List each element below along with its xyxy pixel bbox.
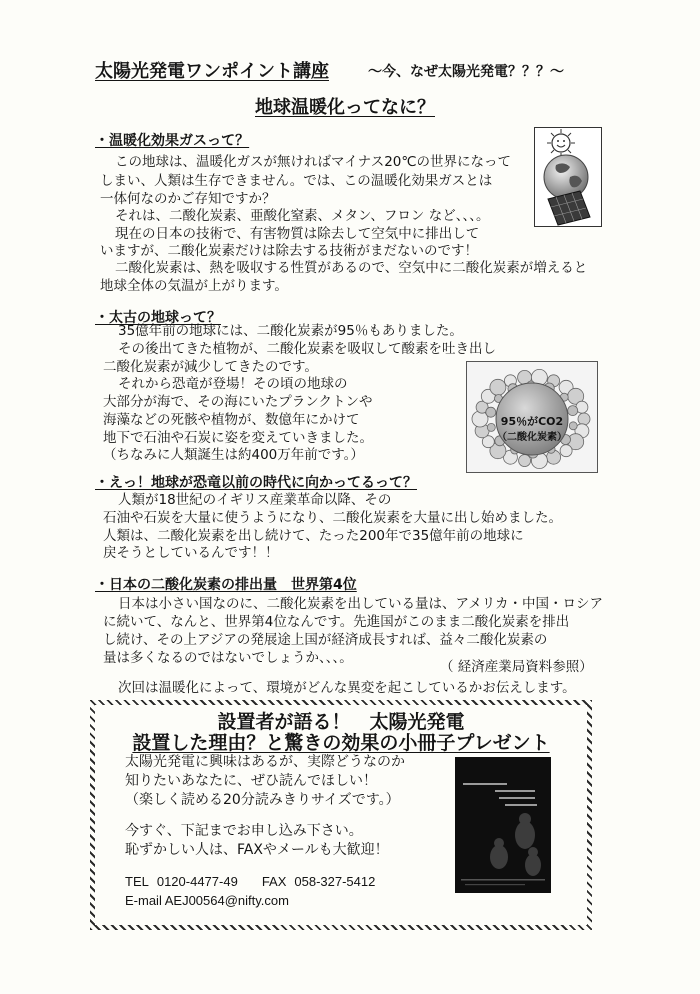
tel-number: 0120-4477-49 xyxy=(156,874,238,889)
body-line: 人類が18世紀のイギリス産業革命以降、その xyxy=(118,492,392,508)
cloud-bubble xyxy=(519,455,531,467)
section-heading: ・えっ！地球が恐竜以前の時代に向かってるって？ xyxy=(95,475,417,491)
promo-line: 知りたいあなたに、ぜひ読んでほしい！ xyxy=(125,773,377,789)
body-line: 35億年前の地球には、二酸化炭素が95％もありました。 xyxy=(118,323,463,339)
body-line: 戻そうとしているんです！！ xyxy=(103,545,279,561)
contact-phone-fax xyxy=(125,873,375,891)
course-title: 太陽光発電ワンポイント講座 xyxy=(95,61,329,82)
contact-email: E-mail AEJ00564@nifty.com xyxy=(125,893,289,908)
course-subtitle: 〜今、なぜ太陽光発電？？？〜 xyxy=(368,64,564,80)
body-line: この地球は、温暖化ガスが無ければマイナス20℃の世界になって xyxy=(115,154,512,170)
booklet-cover-image xyxy=(455,757,551,893)
sun-globe-solar-panel-icon xyxy=(534,127,602,227)
body-line: それは、二酸化炭素、亜酸化窒素、メタン、フロン など、、、。 xyxy=(115,208,490,224)
co2-figure-sublabel: （二酸化炭素） xyxy=(497,432,567,443)
body-line: 石油や石炭を大量に使うようになり、二酸化炭素を大量に出し始めました。 xyxy=(103,510,562,526)
co2-earth-icon xyxy=(466,361,598,473)
tel-label: TEL xyxy=(125,874,149,889)
cloud-bubble xyxy=(487,423,495,431)
promo-cta-line: 恥ずかしい人は、FAXやメールも大歓迎！ xyxy=(125,842,389,858)
co2-figure-label: 95％がCO2 xyxy=(500,415,564,428)
body-line: 地球全体の気温が上がります。 xyxy=(100,278,288,294)
section-heading: ・温暖化効果ガスって？ xyxy=(95,133,250,149)
promo-line: （楽しく読める20分読みきりサイズです。） xyxy=(125,792,400,808)
body-line: 二酸化炭素が減少してきたのです。 xyxy=(103,359,318,375)
body-line: （ちなみに人類誕生は約400万年前です。） xyxy=(103,447,364,463)
body-line: 日本は小さい国なのに、二酸化炭素を出している量は、アメリカ・中国・ロシア xyxy=(118,596,604,612)
body-line: それから恐竜が登場！その頃の地球の xyxy=(118,376,348,392)
cloud-bubble xyxy=(560,445,572,457)
page-title: 地球温暖化ってなに？ xyxy=(255,97,435,118)
fax-label: FAX xyxy=(261,874,287,889)
section-heading: ・日本の二酸化炭素の排出量 世界第4位 xyxy=(95,577,357,593)
body-line: 人類は、二酸化炭素を出し続けて、たった200年で35億年前の地球に xyxy=(103,528,524,544)
body-line: いますが、二酸化炭素だけは除去する技術がまだないのです！ xyxy=(100,243,478,259)
body-line: 現在の日本の技術で、有害物質は除去して空気中に排出して xyxy=(115,226,480,242)
body-line: しまい、人類は生存できません。では、この温暖化効果ガスとは xyxy=(100,173,493,189)
cloud-bubble xyxy=(578,413,590,425)
promo-box xyxy=(90,700,592,930)
globe-icon xyxy=(544,155,588,199)
promo-cta-line: 今すぐ、下記までお申し込み下さい。 xyxy=(125,823,363,839)
body-line: 二酸化炭素は、熱を吸収する性質があるので、空気中に二酸化炭素が増えると xyxy=(115,260,588,276)
body-line: 地下で石油や石炭に姿を変えていきました。 xyxy=(103,430,373,446)
body-line: 一体何なのかご存知ですか？ xyxy=(100,191,276,207)
promo-subheadline: 設置した理由？と驚きの効果の小冊子プレゼント xyxy=(132,732,550,754)
cloud-bubble xyxy=(569,422,577,430)
promo-headline: 設置者が語る！ 太陽光発電 xyxy=(217,711,465,733)
body-line: 大部分が海で、その海にいたプランクトンや xyxy=(103,394,373,410)
source-note: （ 経済産業局資料参照） xyxy=(440,659,593,675)
body-line: その後出てきた植物が、二酸化炭素を吸収して酸素を吐き出し xyxy=(118,341,496,357)
body-line: 海藻などの死骸や植物が、数億年にかけて xyxy=(103,412,360,428)
cloud-bubble xyxy=(568,406,578,416)
body-line: に続いて、なんと、世界第4位なんです。先進国がこのまま二酸化炭素を排出 xyxy=(103,614,570,630)
cloud-bubble xyxy=(490,379,506,395)
promo-line: 太陽光発電に興味はあるが、実際どうなのか xyxy=(125,754,405,770)
body-line: 量は多くなるのではないでしょうか、、、。 xyxy=(103,650,353,666)
section-heading: ・太古の地球って？ xyxy=(95,310,221,326)
next-issue-note: 次回は温暖化によって、環境がどんな異変を起こしているかお伝えします。 xyxy=(118,680,576,696)
fax-number: 058-327-5412 xyxy=(294,874,376,889)
cloud-bubble xyxy=(486,407,496,417)
body-line: し続け、その上アジアの発展途上国が経済成長すれば、益々二酸化炭素の xyxy=(103,632,548,648)
